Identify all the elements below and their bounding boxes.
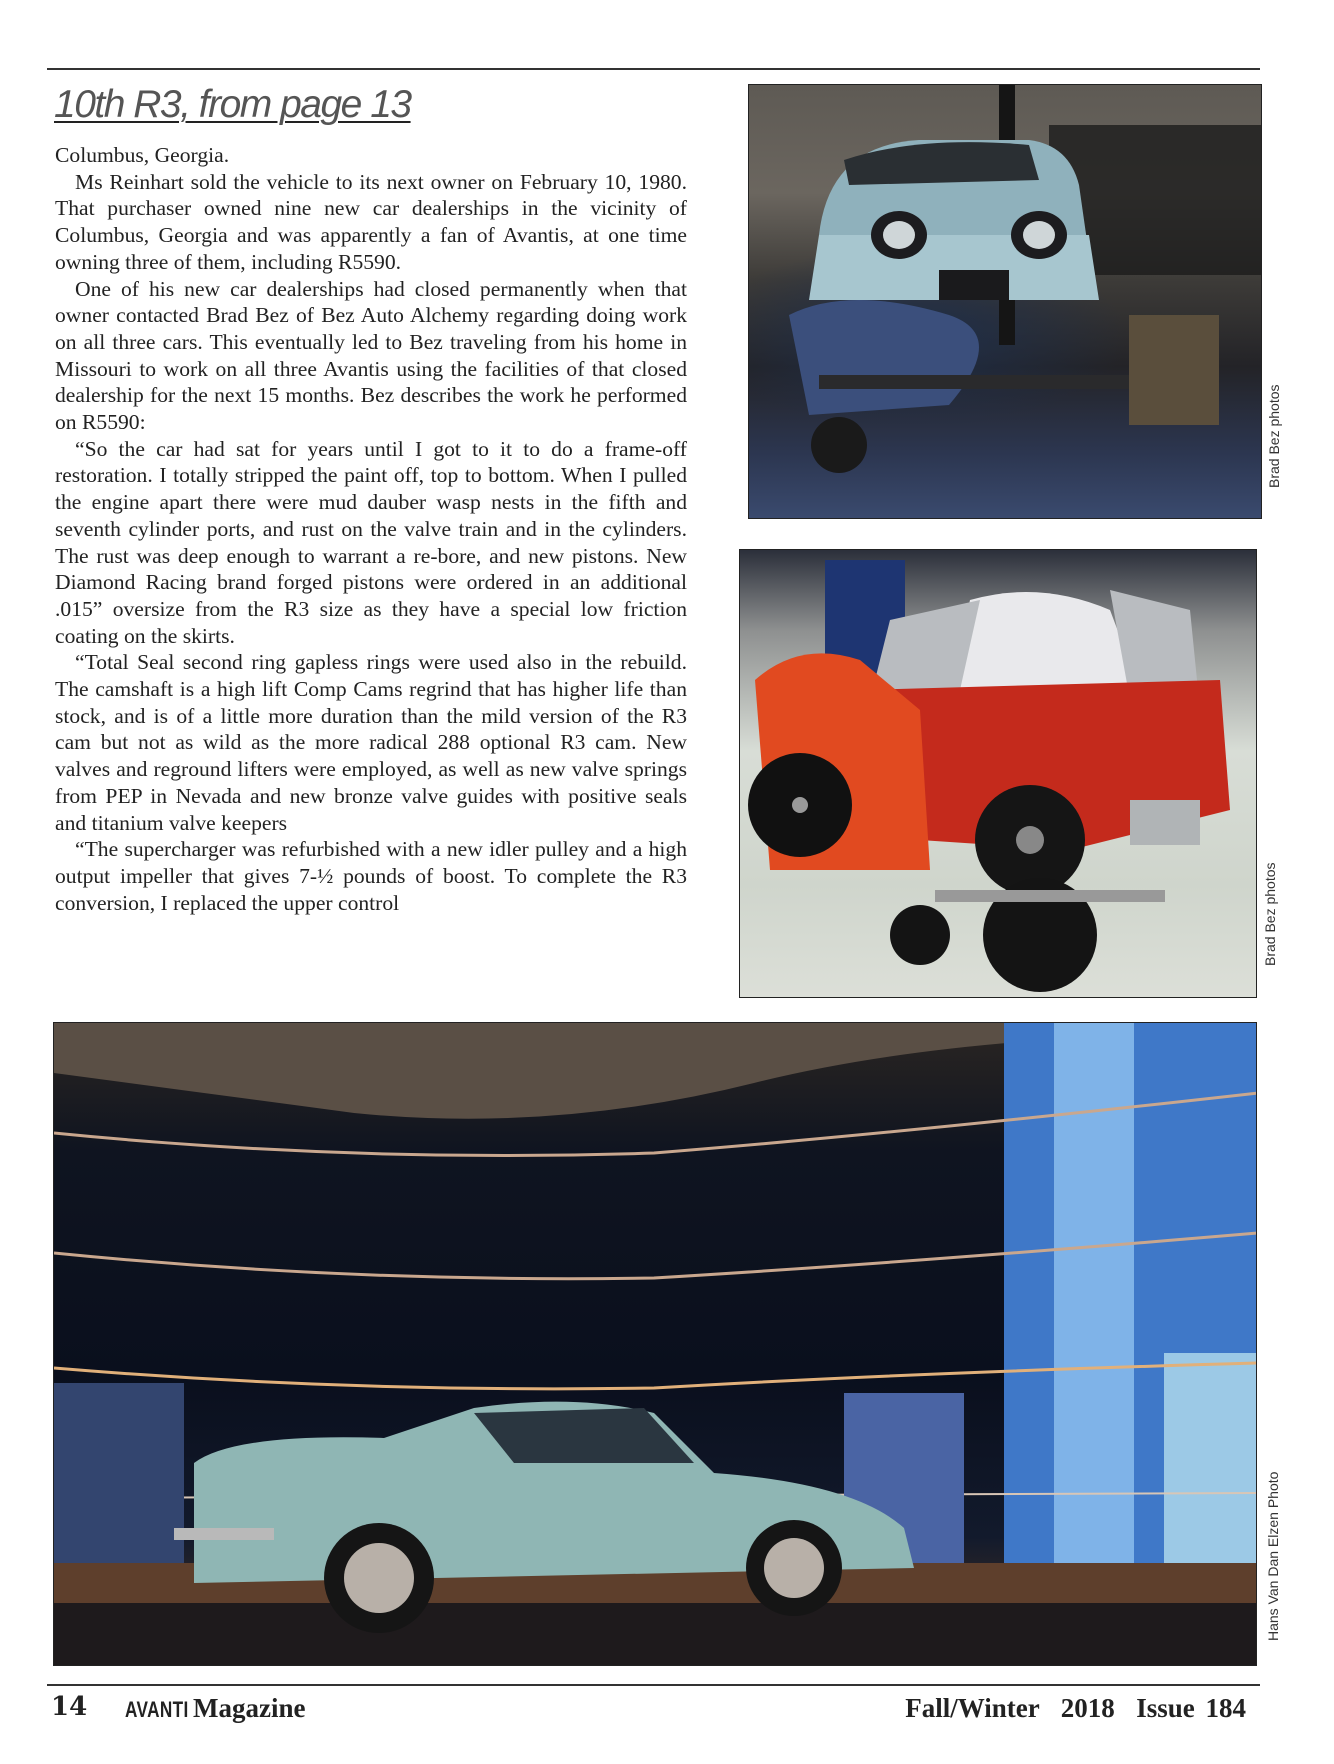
paragraph: One of his new car dealerships had closed permanently when that owner contacted Brad Bez of Bez Auto Alchemy regarding doing work on all three cars. This eventually led to Bez traveling from his home in Missouri to work on all three Avantis using the facilities of that closed dealership for the next 15 months. Bez describes the work he performed on R5590: [55,276,687,435]
paragraph: Ms Reinhart sold the vehicle to its next owner on February 10, 1980. That purchaser owned nine new car dealerships in the vicinity of Columbus, Georgia and was apparently a fan of Avantis, at one time owning three of them, including R5590. [55,169,687,274]
magazine-name: Magazine [193,1693,306,1723]
photo-credit: Brad Bez photos [1262,862,1278,966]
paragraph: Columbus, Georgia. [55,143,230,167]
issue-info: Fall/Winter 2018 Issue 184 [905,1693,1246,1723]
body-shell-illustration [749,85,1262,519]
photo-credit: Brad Bez photos [1266,384,1282,488]
paragraph: “Total Seal second ring gapless rings were used also in the rebuild. The camshaft is a high lift Comp Cams regrind that has higher life than stock, and is of a little more duration than the mild version of the R3 cam but not as wild as the more radical 288 optional R3 cam. New valves and reground lifters were employed, as well as new valve springs from PEP in Nevada and new bronze valve guides with positive seals and titanium valve keepers [55,650,687,835]
footer-rule [47,1684,1260,1686]
avanti-car-illustration [54,1023,1257,1666]
body-shell-photo [748,84,1262,519]
engine-photo [739,549,1257,998]
photo-credit: Hans Van Dan Elzen Photo [1265,1471,1281,1641]
avanti-car-photo [53,1022,1257,1666]
page-number: 14 [51,1692,88,1722]
top-rule [47,68,1260,70]
continued-heading: 10th R3, from page 13 [54,83,411,126]
paragraph: “So the car had sat for years until I got to it to do a frame-off restoration. I totally stripped the paint off, top to bottom. When I pulled the engine apart there were mud dauber wasp nests in the fifth and seventh cylinder ports, and rust on the valve train and in the cylinders. The rust was deep enough to warrant a re-bore, and new pistons. New Diamond Racing brand forged pistons were ordered in an additional .015” oversize from the R3 size as they have a special low friction coating on the skirts. [55,436,687,648]
engine-illustration [740,550,1257,998]
magazine-brand: AVANTI [125,1697,189,1722]
article-body [55,142,687,916]
paragraph: “The supercharger was refurbished with a new idler pulley and a high output impeller that gives 7-½ pounds of boost. To complete the R3 conversion, I replaced the upper control [55,837,687,915]
